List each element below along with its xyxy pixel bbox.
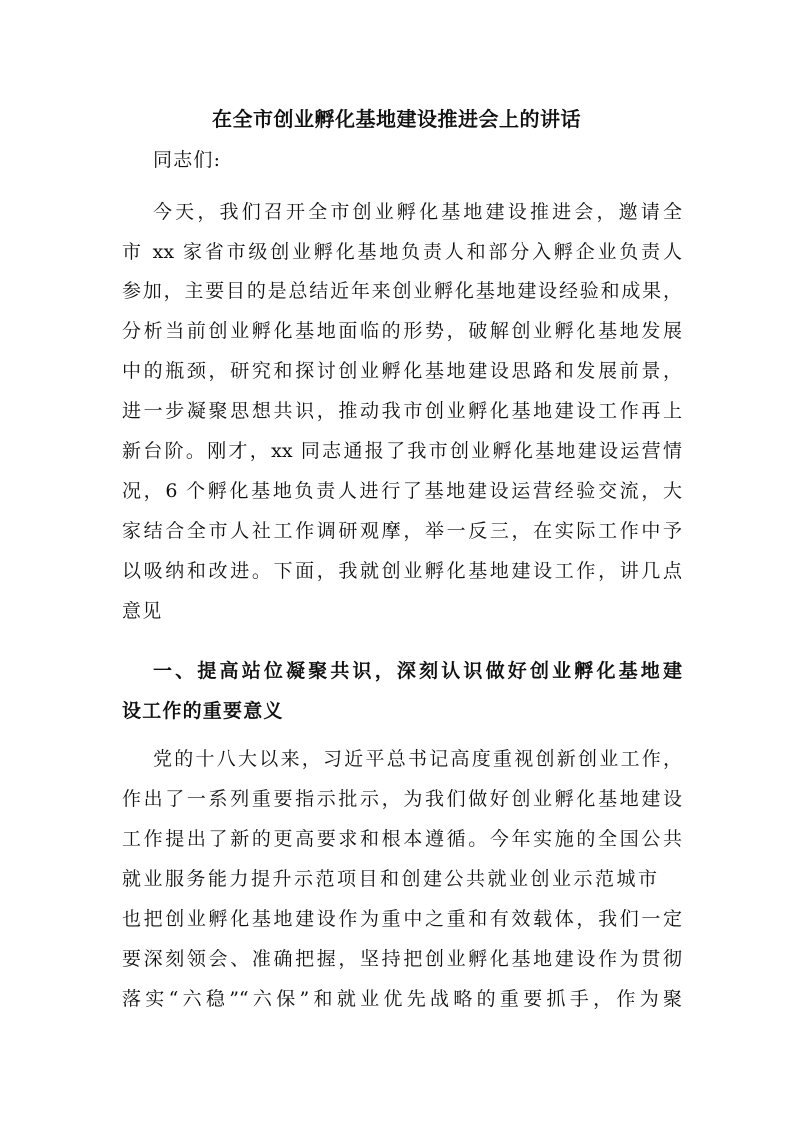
paragraph-line: 落实“六稳”“六保”和就业优先战略的重要抓手，作为聚 [122, 988, 682, 1010]
paragraph-line: 家结合全市人社工作调研观摩，举一反三，在实际工作中予 [122, 520, 682, 542]
paragraph-line: 要深刻领会、准确把握，坚持把创业孵化基地建设作为贯彻 [122, 948, 682, 970]
paragraph-line: 新台阶。刚才，xx 同志通报了我市创业孵化基地建设运营情 [122, 440, 682, 462]
paragraph-line: 作出了一系列重要指示批示，为我们做好创业孵化基地建设 [122, 788, 682, 810]
paragraph-line: 中的瓶颈，研究和探讨创业孵化基地建设思路和发展前景， [122, 360, 682, 382]
paragraph-line: 也把创业孵化基地建设作为重中之重和有效载体，我们一定 [122, 908, 682, 930]
paragraph-line: 就业服务能力提升示范项目和创建公共就业创业示范城市 [122, 868, 657, 890]
section-heading: 一、提高站位凝聚共识，深刻认识做好创业孵化基地建 [153, 660, 682, 682]
page-title: 在全市创业孵化基地建设推进会上的讲话 [212, 107, 581, 131]
salutation: 同志们: [153, 149, 222, 171]
paragraph-line: 市 xx 家省市级创业孵化基地负责人和部分入孵企业负责人 [122, 241, 682, 263]
paragraph-line: 党的十八大以来，习近平总书记高度重视创新创业工作， [153, 748, 682, 770]
section-heading: 设工作的重要意义 [122, 700, 284, 722]
paragraph-line: 今天，我们召开全市创业孵化基地建设推进会，邀请全 [153, 201, 682, 223]
paragraph-line: 分析当前创业孵化基地面临的形势，破解创业孵化基地发展 [122, 320, 682, 342]
paragraph-line: 以吸纳和改进。下面，我就创业孵化基地建设工作，讲几点 [122, 560, 682, 582]
paragraph-line: 意见 [122, 600, 163, 622]
paragraph-line: 况，6 个孵化基地负责人进行了基地建设运营经验交流，大 [122, 480, 682, 502]
paragraph-line: 进一步凝聚思想共识，推动我市创业孵化基地建设工作再上 [122, 400, 682, 422]
paragraph-line: 工作提出了新的更高要求和根本遵循。今年实施的全国公共 [122, 828, 682, 850]
paragraph-line: 参加，主要目的是总结近年来创业孵化基地建设经验和成果， [122, 280, 682, 302]
